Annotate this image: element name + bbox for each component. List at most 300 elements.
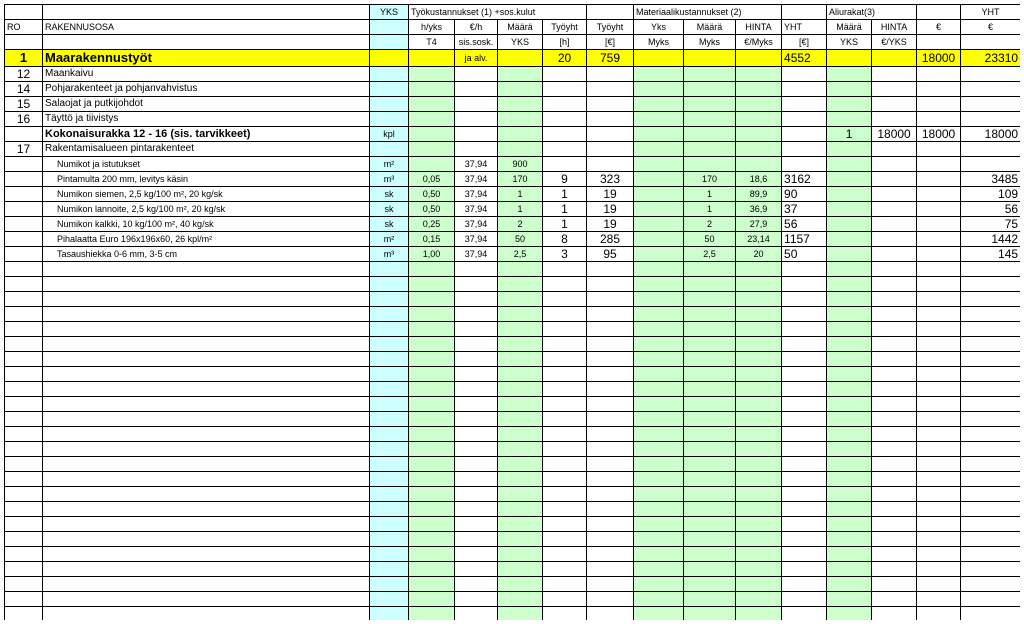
header-h-unit[interactable]: [h] [543,35,587,50]
cell-amaara[interactable] [827,457,872,472]
header-ali-maara[interactable]: Määrä [827,20,872,35]
cell-eh[interactable] [455,127,498,142]
cell-ae[interactable] [917,292,961,307]
cell-yks[interactable] [370,532,409,547]
cell-ro[interactable] [5,577,43,592]
cell-mmaara[interactable]: 50 [684,232,736,247]
cell-total[interactable] [961,67,1020,82]
cell-total[interactable] [961,322,1020,337]
cell-yks[interactable] [370,367,409,382]
cell-tyoe[interactable] [587,502,634,517]
cell-hyks[interactable] [409,352,455,367]
cell-tyoh[interactable] [543,412,587,427]
cell-eh[interactable] [455,562,498,577]
cell-mmaara[interactable] [684,337,736,352]
cell-total[interactable] [961,352,1020,367]
cell-maara[interactable] [498,50,543,67]
cell-maara[interactable] [498,337,543,352]
cell-myks[interactable] [634,247,684,262]
header-cell[interactable] [5,5,43,20]
cell-total[interactable] [961,427,1020,442]
cell-maara[interactable]: 2,5 [498,247,543,262]
cell-tyoe[interactable] [587,457,634,472]
cell-yks[interactable] [370,307,409,322]
cell-yht[interactable]: 1157 [782,232,827,247]
cell-ahinta[interactable] [872,247,917,262]
cell-maara[interactable] [498,517,543,532]
cell-eh[interactable]: 37,94 [455,172,498,187]
cell-ahinta[interactable] [872,292,917,307]
cell-tyoe[interactable] [587,517,634,532]
header-t4[interactable]: T4 [409,35,455,50]
cell-ahinta[interactable] [872,277,917,292]
cell-ahinta[interactable] [872,517,917,532]
cell-tyoe[interactable] [587,292,634,307]
cell-name[interactable] [43,292,370,307]
cell-myks[interactable] [634,172,684,187]
cell-hinta[interactable] [736,382,782,397]
cell-yks[interactable] [370,67,409,82]
cell-myks[interactable] [634,352,684,367]
cell-ro[interactable]: 17 [5,142,43,157]
cell-ahinta[interactable] [872,367,917,382]
cell-eh[interactable] [455,442,498,457]
cell-total[interactable]: 145 [961,247,1020,262]
cell-ro[interactable] [5,397,43,412]
header-cell[interactable] [43,35,370,50]
cell-tyoe[interactable]: 19 [587,217,634,232]
cell-ro[interactable] [5,337,43,352]
cell-yks[interactable] [370,487,409,502]
cell-name[interactable]: Numikon siemen, 2,5 kg/100 m², 20 kg/sk [43,187,370,202]
cell-ahinta[interactable] [872,262,917,277]
cell-myks[interactable] [634,412,684,427]
cell-tyoe[interactable] [587,262,634,277]
cell-yht[interactable]: 3162 [782,172,827,187]
cell-total[interactable]: 56 [961,202,1020,217]
cell-maara[interactable] [498,457,543,472]
cell-tyoe[interactable] [587,97,634,112]
header-ali-yks[interactable]: YKS [827,35,872,50]
cell-ro[interactable] [5,472,43,487]
header-yks[interactable]: YKS [370,5,409,20]
cell-amaara[interactable] [827,487,872,502]
cell-name[interactable]: Maankaivu [43,67,370,82]
cell-tyoh[interactable] [543,547,587,562]
cell-yks[interactable] [370,397,409,412]
cell-yht[interactable] [782,322,827,337]
cell-ae[interactable] [917,277,961,292]
cell-tyoh[interactable]: 20 [543,50,587,67]
header-h-yks[interactable]: h/yks [409,20,455,35]
cell-name[interactable] [43,397,370,412]
cell-maara[interactable] [498,292,543,307]
cell-amaara[interactable] [827,247,872,262]
cell-hinta[interactable] [736,142,782,157]
cell-hinta[interactable] [736,427,782,442]
cell-name[interactable] [43,412,370,427]
header-cell[interactable] [587,5,634,20]
cell-name[interactable]: Numikot ja istutukset [43,157,370,172]
cell-tyoe[interactable] [587,307,634,322]
header-yht[interactable]: YHT [961,5,1020,20]
cell-myks[interactable] [634,502,684,517]
cell-total[interactable] [961,607,1020,621]
cell-ae[interactable] [917,427,961,442]
cell-tyoe[interactable] [587,382,634,397]
cell-maara[interactable] [498,562,543,577]
cell-maara[interactable] [498,607,543,621]
cell-yks[interactable] [370,412,409,427]
cell-ro[interactable]: 16 [5,112,43,127]
cell-yht[interactable] [782,277,827,292]
cell-total[interactable]: 109 [961,187,1020,202]
cell-yht[interactable] [782,502,827,517]
cell-ro[interactable] [5,442,43,457]
cell-tyoh[interactable] [543,292,587,307]
cell-tyoe[interactable] [587,157,634,172]
cell-myks[interactable] [634,547,684,562]
cell-tyoe[interactable]: 323 [587,172,634,187]
cell-yks[interactable] [370,562,409,577]
cell-ae[interactable] [917,577,961,592]
cell-ae[interactable] [917,232,961,247]
header-rakennusosa[interactable]: RAKENNUSOSA [43,20,370,35]
cell-ae[interactable] [917,517,961,532]
cell-mmaara[interactable] [684,262,736,277]
cell-hinta[interactable]: 18,6 [736,172,782,187]
cell-amaara[interactable] [827,367,872,382]
cell-tyoe[interactable] [587,352,634,367]
cell-tyoh[interactable] [543,457,587,472]
cell-tyoh[interactable] [543,322,587,337]
cell-yks[interactable] [370,472,409,487]
cell-name[interactable]: Rakentamisalueen pintarakenteet [43,142,370,157]
cell-yht[interactable] [782,397,827,412]
cell-tyoh[interactable] [543,502,587,517]
cell-tyoh[interactable] [543,607,587,621]
cell-tyoh[interactable] [543,307,587,322]
cell-maara[interactable] [498,142,543,157]
cell-hinta[interactable]: 20 [736,247,782,262]
cell-name[interactable] [43,307,370,322]
cell-ro[interactable] [5,412,43,427]
cell-eh[interactable]: ja alv. [455,50,498,67]
cell-hinta[interactable] [736,292,782,307]
cell-ahinta[interactable] [872,487,917,502]
cell-yht[interactable] [782,352,827,367]
cell-yht[interactable] [782,412,827,427]
cell-tyoe[interactable] [587,82,634,97]
cell-total[interactable] [961,307,1020,322]
cell-ro[interactable] [5,202,43,217]
cell-myks[interactable] [634,517,684,532]
cell-myks[interactable] [634,217,684,232]
cell-mmaara[interactable] [684,322,736,337]
cell-hyks[interactable] [409,50,455,67]
cell-yks[interactable] [370,607,409,621]
cell-ro[interactable] [5,547,43,562]
cell-hinta[interactable] [736,127,782,142]
cell-ae[interactable] [917,532,961,547]
cell-name[interactable]: Numikon lannoite, 2,5 kg/100 m², 20 kg/sk [43,202,370,217]
cell-total[interactable] [961,547,1020,562]
cell-ahinta[interactable] [872,307,917,322]
cell-tyoe[interactable] [587,142,634,157]
cell-hinta[interactable] [736,67,782,82]
cell-yks[interactable] [370,112,409,127]
cell-total[interactable] [961,592,1020,607]
cell-total[interactable] [961,157,1020,172]
header-tyoyht-eur[interactable]: Työyht [587,20,634,35]
cell-yht[interactable] [782,487,827,502]
cell-hinta[interactable] [736,277,782,292]
cell-hyks[interactable]: 0,50 [409,202,455,217]
cell-yks[interactable]: m² [370,232,409,247]
cell-ro[interactable] [5,592,43,607]
cell-eh[interactable]: 37,94 [455,217,498,232]
cell-name[interactable] [43,517,370,532]
cell-ae[interactable] [917,412,961,427]
cell-ahinta[interactable] [872,187,917,202]
cell-mmaara[interactable] [684,592,736,607]
cell-name[interactable] [43,487,370,502]
cell-amaara[interactable] [827,157,872,172]
cell-mmaara[interactable] [684,82,736,97]
cell-eh[interactable] [455,352,498,367]
cell-ae[interactable] [917,307,961,322]
cell-ro[interactable] [5,322,43,337]
cell-yht[interactable] [782,142,827,157]
cell-tyoh[interactable] [543,142,587,157]
cell-amaara[interactable] [827,97,872,112]
cell-maara[interactable] [498,82,543,97]
cell-amaara[interactable] [827,607,872,621]
cell-ahinta[interactable] [872,50,917,67]
cell-maara[interactable] [498,382,543,397]
cell-amaara[interactable] [827,67,872,82]
cell-hyks[interactable] [409,337,455,352]
cell-ae[interactable] [917,397,961,412]
cell-maara[interactable] [498,97,543,112]
cell-tyoh[interactable] [543,487,587,502]
cell-ro[interactable] [5,157,43,172]
cell-name[interactable] [43,532,370,547]
header-mat-maara[interactable]: Määrä [684,20,736,35]
cell-tyoe[interactable] [587,592,634,607]
cell-eh[interactable] [455,307,498,322]
cell-amaara[interactable] [827,172,872,187]
cell-ahinta[interactable] [872,172,917,187]
cell-tyoe[interactable] [587,397,634,412]
cell-ro[interactable]: 15 [5,97,43,112]
cell-hyks[interactable]: 0,15 [409,232,455,247]
cell-ro[interactable] [5,367,43,382]
cell-myks[interactable] [634,277,684,292]
cell-yht[interactable] [782,67,827,82]
cell-mmaara[interactable] [684,457,736,472]
cell-hyks[interactable] [409,397,455,412]
cell-hyks[interactable] [409,382,455,397]
cell-mmaara[interactable] [684,307,736,322]
cell-total[interactable]: 3485 [961,172,1020,187]
cell-tyoh[interactable] [543,397,587,412]
cell-mmaara[interactable] [684,157,736,172]
cell-tyoe[interactable] [587,67,634,82]
cell-yht[interactable] [782,262,827,277]
cell-ahinta[interactable] [872,82,917,97]
header-cell[interactable] [917,5,961,20]
cell-hyks[interactable]: 0,05 [409,172,455,187]
cell-tyoh[interactable]: 1 [543,187,587,202]
cell-myks[interactable] [634,382,684,397]
cell-name[interactable] [43,442,370,457]
header-labor-costs[interactable]: Työkustannukset (1) +sos.kulut [409,5,587,20]
cell-myks[interactable] [634,457,684,472]
cell-amaara[interactable] [827,442,872,457]
cell-total[interactable] [961,337,1020,352]
cell-amaara[interactable] [827,562,872,577]
cell-ahinta[interactable] [872,532,917,547]
cell-ae[interactable] [917,547,961,562]
header-eur-myks[interactable]: €/Myks [736,35,782,50]
cell-ae[interactable] [917,187,961,202]
cell-hinta[interactable] [736,457,782,472]
cell-mmaara[interactable] [684,142,736,157]
cell-yks[interactable] [370,592,409,607]
header-total-eur[interactable]: € [961,20,1020,35]
cell-name[interactable]: Salaojat ja putkijohdot [43,97,370,112]
header-ali-hinta[interactable]: HINTA [872,20,917,35]
cell-hinta[interactable] [736,157,782,172]
cell-name[interactable]: Täyttö ja tiivistys [43,112,370,127]
cell-maara[interactable] [498,577,543,592]
cell-hinta[interactable] [736,487,782,502]
cell-hyks[interactable] [409,472,455,487]
cell-amaara[interactable] [827,502,872,517]
cell-name[interactable] [43,367,370,382]
cell-tyoh[interactable] [543,532,587,547]
cell-name[interactable] [43,322,370,337]
cell-tyoe[interactable]: 19 [587,202,634,217]
cell-eh[interactable] [455,532,498,547]
cell-ahinta[interactable] [872,397,917,412]
cell-name[interactable] [43,607,370,621]
cell-yks[interactable] [370,82,409,97]
cell-myks[interactable] [634,97,684,112]
cell-hyks[interactable] [409,517,455,532]
cell-ro[interactable] [5,607,43,621]
cell-name[interactable]: Numikon kalkki, 10 kg/100 m², 40 kg/sk [43,217,370,232]
cell-myks[interactable] [634,322,684,337]
cell-maara[interactable]: 170 [498,172,543,187]
cell-ro[interactable] [5,502,43,517]
header-maara[interactable]: Määrä [498,20,543,35]
cell-ahinta[interactable] [872,562,917,577]
cell-ae[interactable] [917,217,961,232]
cell-myks[interactable] [634,50,684,67]
cell-total[interactable] [961,112,1020,127]
cell-tyoh[interactable] [543,577,587,592]
cell-hyks[interactable] [409,547,455,562]
cell-ro[interactable]: 12 [5,67,43,82]
cell-ahinta[interactable] [872,412,917,427]
cell-hyks[interactable] [409,82,455,97]
cell-myks[interactable] [634,472,684,487]
cell-tyoh[interactable] [543,562,587,577]
cell-tyoh[interactable] [543,442,587,457]
cell-hinta[interactable] [736,322,782,337]
cell-total[interactable] [961,577,1020,592]
cell-eh[interactable]: 37,94 [455,187,498,202]
cell-mmaara[interactable] [684,127,736,142]
cell-eh[interactable]: 37,94 [455,202,498,217]
cell-myks[interactable] [634,202,684,217]
cell-amaara[interactable] [827,397,872,412]
cell-hyks[interactable] [409,592,455,607]
cell-myks[interactable] [634,67,684,82]
cell-ahinta[interactable] [872,577,917,592]
cell-tyoe[interactable] [587,607,634,621]
cell-name[interactable] [43,427,370,442]
cell-ahinta[interactable] [872,382,917,397]
cell-yks[interactable] [370,577,409,592]
cell-total[interactable] [961,532,1020,547]
cell-hinta[interactable]: 89,9 [736,187,782,202]
cell-hyks[interactable] [409,457,455,472]
cell-maara[interactable] [498,112,543,127]
cell-name[interactable]: Kokonaisurakka 12 - 16 (sis. tarvikkeet) [43,127,370,142]
cell-hyks[interactable] [409,577,455,592]
cell-hinta[interactable] [736,592,782,607]
cell-yht[interactable] [782,307,827,322]
cell-myks[interactable] [634,427,684,442]
cell-mmaara[interactable]: 170 [684,172,736,187]
cell-ro[interactable] [5,457,43,472]
cell-myks[interactable] [634,157,684,172]
cell-mmaara[interactable] [684,502,736,517]
cell-mmaara[interactable] [684,487,736,502]
cell-hinta[interactable] [736,337,782,352]
cell-tyoe[interactable] [587,127,634,142]
cell-yht[interactable] [782,457,827,472]
cell-amaara[interactable] [827,322,872,337]
cell-name[interactable] [43,577,370,592]
cell-yht[interactable] [782,82,827,97]
cell-ahinta[interactable] [872,427,917,442]
cell-ae[interactable] [917,592,961,607]
cell-yks[interactable] [370,517,409,532]
cell-hyks[interactable] [409,427,455,442]
cell-myks[interactable] [634,592,684,607]
cell-mmaara[interactable] [684,352,736,367]
cell-yks[interactable] [370,502,409,517]
cell-amaara[interactable] [827,532,872,547]
cell-myks[interactable] [634,307,684,322]
cell-total[interactable]: 18000 [961,127,1020,142]
cell-ae[interactable] [917,472,961,487]
cell-name[interactable] [43,337,370,352]
cell-tyoh[interactable] [543,367,587,382]
header-eur-unit[interactable]: [€] [587,35,634,50]
cell-amaara[interactable] [827,517,872,532]
cell-mmaara[interactable]: 2 [684,217,736,232]
cell-eh[interactable] [455,67,498,82]
cell-yht[interactable]: 50 [782,247,827,262]
header-cell[interactable] [370,20,409,35]
cell-yht[interactable] [782,97,827,112]
cell-hinta[interactable]: 27,9 [736,217,782,232]
